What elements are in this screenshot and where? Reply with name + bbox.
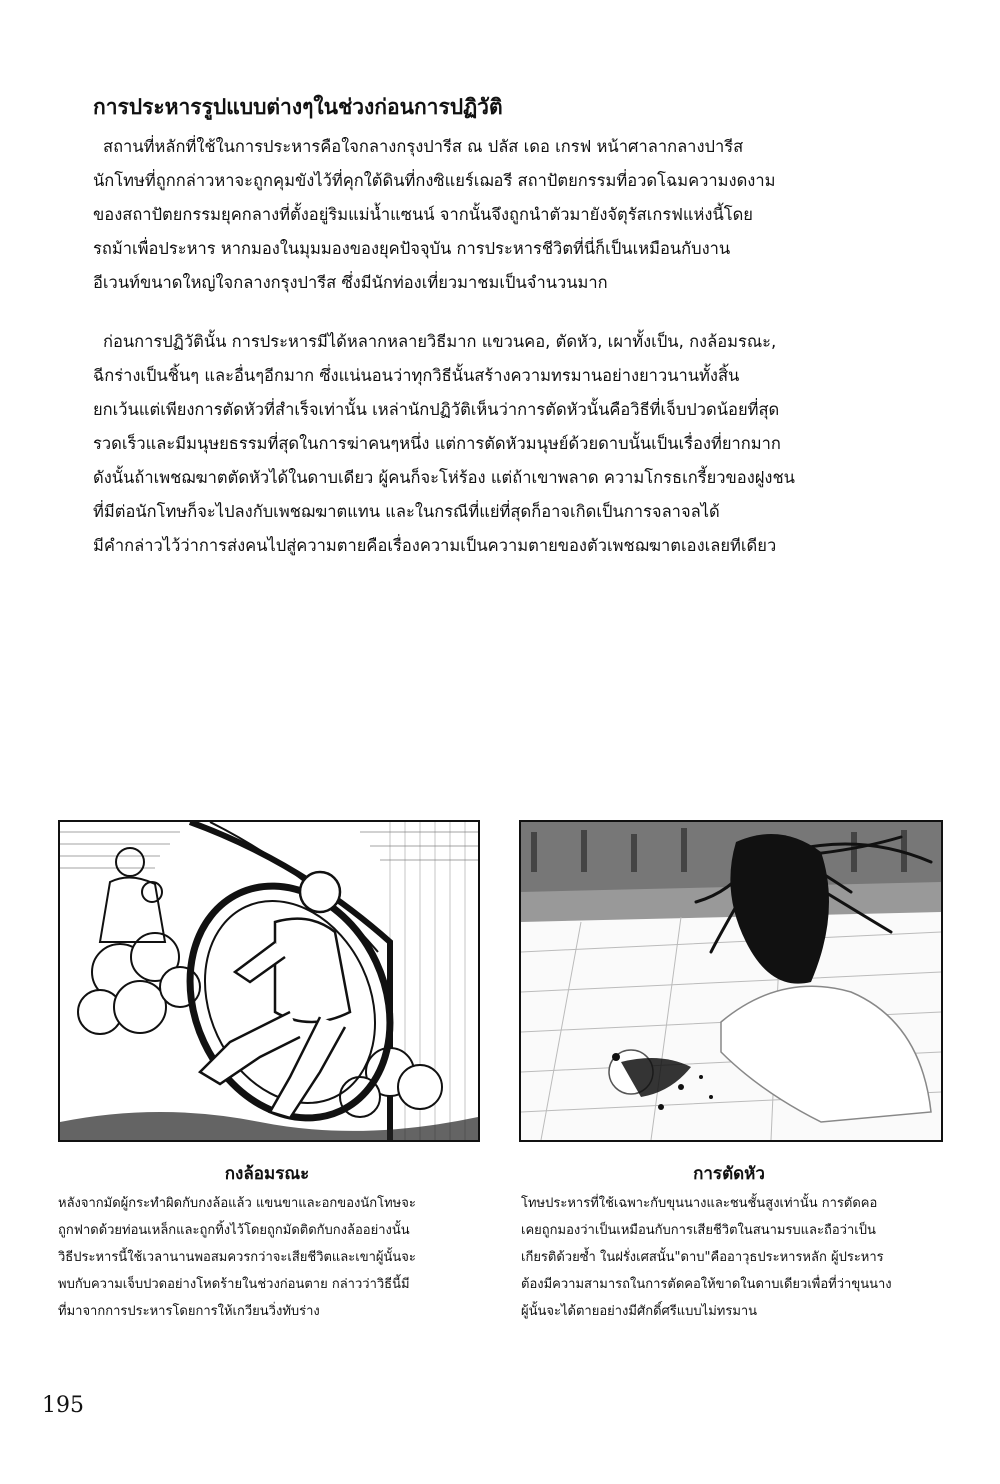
caption-title-breaking-wheel: กงล้อมรณะ: [224, 1164, 310, 1184]
caption-line: เคยถูกมองว่าเป็นเหมือนกับการเสียชีวิตในสนามรบและถือว่าเป็น: [521, 1223, 876, 1238]
caption-title-beheading: การตัดหัว: [693, 1164, 765, 1184]
caption-text-breaking-wheel: [58, 1190, 488, 1325]
paragraph-line: ยกเว้นแต่เพียงการตัดหัวที่สำเร็จเท่านั้น เหล่านักปฏิวัติเห็นว่าการตัดหัวนั้นคือวิธีที่เจ็บปวดน้อยที่สุด: [93, 400, 780, 419]
paragraph-line: รถม้าเพื่อประหาร หากมองในมุมมองของยุคปัจจุบัน การประหารชีวิตที่นี่ก็เป็นเหมือนกับงาน: [93, 239, 731, 258]
paragraph-line: ของสถาปัตยกรรมยุคกลางที่ตั้งอยู่ริมแม่น้ำแซนน์ จากนั้นจึงถูกนำตัวมายังจัตุรัสเกรฟแห่งนี้โดย: [93, 205, 753, 224]
caption-line: ต้องมีความสามารถในการตัดคอให้ขาดในดาบเดียวเพื่อที่ว่าขุนนาง: [521, 1277, 892, 1292]
paragraph-line: นักโทษที่ถูกกล่าวหาจะถูกคุมขังไว้ที่คุกใต้ดินที่กงซิแยร์เฌอรี สถาปัตยกรรมที่อวดโฉมความงดงาม: [93, 171, 776, 190]
page-number: 195: [42, 1393, 84, 1418]
paragraph-line: มีคำกล่าวไว้ว่าการส่งคนไปสู่ความตายคือเรื่องความเป็นความตายของตัวเพชฌฆาตเองเลยทีเดียว: [93, 536, 777, 555]
paragraph-line: อีเวนท์ขนาดใหญ่ใจกลางกรุงปารีส ซึ่งมีนักท่องเที่ยวมาชมเป็นจำนวนมาก: [93, 273, 608, 292]
caption-line: เกียรติด้วยซ้ำ ในฝรั่งเศสนั้น"ดาบ"คืออาวุธประหารหลัก ผู้ประหาร: [521, 1250, 884, 1265]
methods-paragraph: [93, 325, 923, 563]
caption-line: ถูกฟาดด้วยท่อนเหล็กและถูกทิ้งไว้โดยถูกมัดติดกับกงล้ออย่างนั้น: [58, 1223, 410, 1238]
caption-line: ผู้นั้นจะได้ตายอย่างมีศักดิ์ศรีแบบไม่ทรมาน: [521, 1304, 758, 1319]
paragraph-line: สถานที่หลักที่ใช้ในการประหารคือใจกลางกรุงปารีส ณ ปลัส เดอ เกรฟ หน้าศาลากลางปารีส: [103, 137, 744, 156]
caption-line: พบกับความเจ็บปวดอย่างโหดร้ายในช่วงก่อนตาย กล่าวว่าวิธีนี้มี: [58, 1277, 410, 1292]
caption-line: วิธีประหารนี้ใช้เวลานานพอสมควรกว่าจะเสียชีวิตและเขาผู้นั้นจะ: [58, 1250, 416, 1265]
caption-line: ที่มาจากการประหารโดยการให้เกวียนวิ่งทับร่าง: [58, 1304, 320, 1319]
caption-line: หลังจากมัดผู้กระทำผิดกับกงล้อแล้ว แขนขาและอกของนักโทษจะ: [58, 1196, 416, 1211]
paragraph-line: ที่มีต่อนักโทษก็จะไปลงกับเพชฌฆาตแทน และในกรณีที่แย่ที่สุดก็อาจเกิดเป็นการจลาจลได้: [93, 502, 720, 521]
page-heading: การประหารรูปแบบต่างๆในช่วงก่อนการปฏิวัติ: [93, 95, 503, 119]
beheading-illustration: [519, 820, 943, 1142]
intro-paragraph: [93, 130, 923, 300]
breaking-wheel-illustration: [58, 820, 480, 1142]
paragraph-line: ดังนั้นถ้าเพชฌฆาตตัดหัวได้ในดาบเดียว ผู้คนก็จะโห่ร้อง แต่ถ้าเขาพลาด ความโกรธเกรี้ยวของฝูงชน: [93, 468, 795, 487]
paragraph-line: รวดเร็วและมีมนุษยธรรมที่สุดในการฆ่าคนๆหนึ่ง แต่การตัดหัวมนุษย์ด้วยดาบนั้นเป็นเรื่องที่ยากมาก: [93, 434, 781, 453]
caption-line: โทษประหารที่ใช้เฉพาะกับขุนนางและชนชั้นสูงเท่านั้น การตัดคอ: [521, 1196, 878, 1211]
caption-text-beheading: [521, 1190, 961, 1325]
paragraph-line: ก่อนการปฏิวัตินั้น การประหารมีได้หลากหลายวิธีมาก แขวนคอ, ตัดหัว, เผาทั้งเป็น, กงล้อมรณะ,: [103, 332, 777, 351]
paragraph-line: ฉีกร่างเป็นชิ้นๆ และอื่นๆอีกมาก ซึ่งแน่นอนว่าทุกวิธีนั้นสร้างความทรมานอย่างยาวนานทั้งสิ้น: [93, 366, 740, 385]
